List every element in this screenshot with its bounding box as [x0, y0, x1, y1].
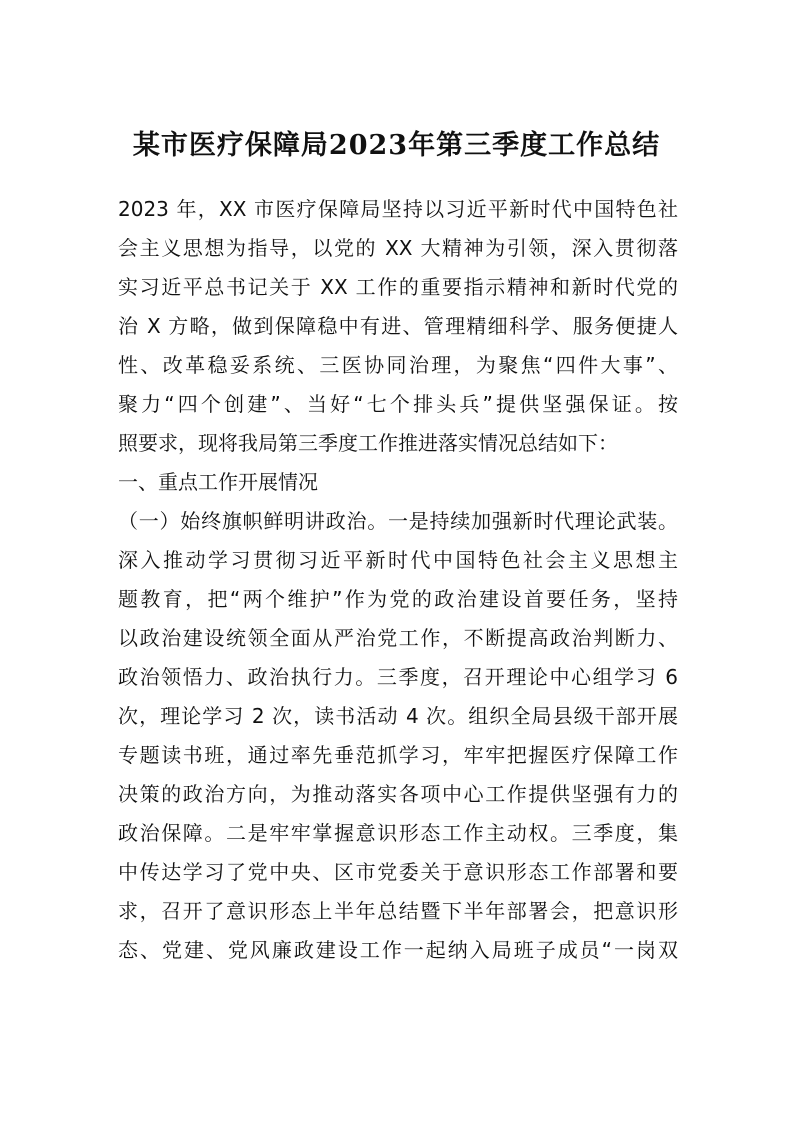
- paragraph-1-line-4: 治 X 方略，做到保障稳中有进、管理精细科学、服务便捷人: [118, 314, 678, 338]
- paragraph-2-line-3: 题教育，把“两个维护”作为党的政治建设首要任务，坚持: [118, 587, 678, 611]
- section-heading-1: 一、重点工作开展情况: [118, 470, 318, 494]
- paragraph-2-line-11: 求，召开了意识形态上半年总结暨下半年部署会，把意识形: [118, 899, 678, 923]
- paragraph-1-line-5: 性、改革稳妥系统、三医协同治理，为聚焦“四件大事”、: [118, 353, 678, 377]
- paragraph-2-line-1: （一）始终旗帜鲜明讲政治。一是持续加强新时代理论武装。: [118, 509, 678, 533]
- paragraph-2-line-7: 专题读书班，通过率先垂范抓学习，牢牢把握医疗保障工作: [118, 743, 678, 767]
- paragraph-2-line-2: 深入推动学习贯彻习近平新时代中国特色社会主义思想主: [118, 548, 678, 572]
- paragraph-2-line-5: 政治领悟力、政治执行力。三季度，召开理论中心组学习 6: [118, 665, 678, 689]
- paragraph-2-line-12: 态、党建、党风廉政建设工作一起纳入局班子成员“一岗双: [118, 938, 678, 962]
- document-body: [118, 190, 678, 970]
- paragraph-2-line-6: 次，理论学习 2 次，读书活动 4 次。组织全局县级干部开展: [118, 704, 678, 728]
- paragraph-1-line-3: 实习近平总书记关于 XX 工作的重要指示精神和新时代党的: [118, 275, 678, 299]
- paragraph-1-line-1: 2023 年，XX 市医疗保障局坚持以习近平新时代中国特色社: [118, 197, 678, 221]
- paragraph-1-line-7: 照要求，现将我局第三季度工作推进落实情况总结如下：: [118, 431, 618, 455]
- paragraph-2-line-9: 政治保障。二是牢牢掌握意识形态工作主动权。三季度，集: [118, 821, 678, 845]
- paragraph-2-line-4: 以政治建设统领全面从严治党工作，不断提高政治判断力、: [118, 626, 678, 650]
- paragraph-2-line-8: 决策的政治方向，为推动落实各项中心工作提供坚强有力的: [118, 782, 678, 806]
- paragraph-1-line-2: 会主义思想为指导，以党的 XX 大精神为引领，深入贯彻落: [118, 236, 678, 260]
- paragraph-2-line-10: 中传达学习了党中央、区市党委关于意识形态工作部署和要: [118, 860, 678, 884]
- document-title: 某市医疗保障局2023年第三季度工作总结: [132, 130, 661, 161]
- paragraph-1-line-6: 聚力“四个创建”、当好“七个排头兵”提供坚强保证。按: [118, 392, 678, 416]
